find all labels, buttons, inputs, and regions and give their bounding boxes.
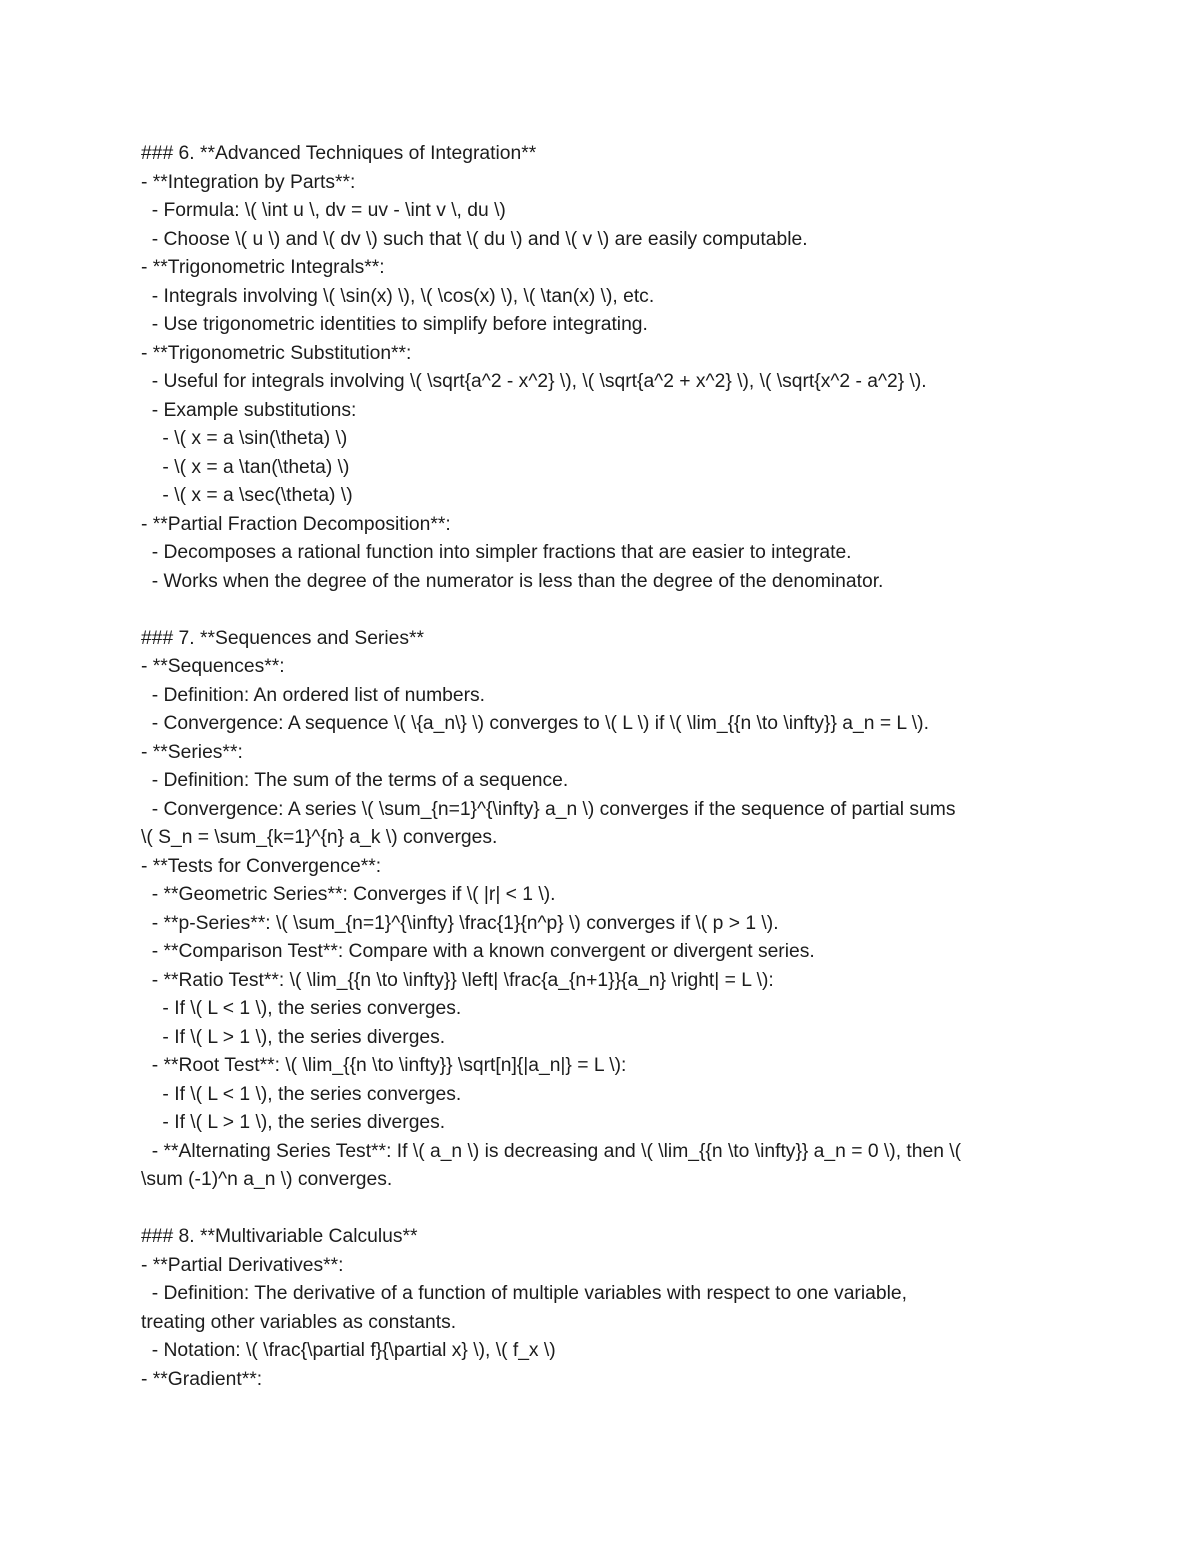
text-line: - **Ratio Test**: \( \lim_{{n \to \infty}} \left| \frac{a_{n+1}}{a_n} \right| = L \): (141, 969, 774, 991)
text-line: - **Sequences**: (141, 656, 285, 677)
text-line: - **Root Test**: \( \lim_{{n \to \infty}} \sqrt[n]{|a_n|} = L \): (141, 1055, 627, 1076)
text-line: - Useful for integrals involving \( \sqrt{a^2 - x^2} \), \( \sqrt{a^2 + x^2} \), \( \sqrt{x^2 - a^2} \). (141, 371, 927, 392)
text-line: - Definition: An ordered list of numbers. (141, 684, 486, 706)
text-line: - Formula: \( \int u \, dv = uv - \int v \, du \) (141, 200, 506, 221)
text-line: - Definition: The derivative of a function of multiple variables with respect to one variable, (141, 1283, 907, 1304)
text-line: - **Integration by Parts**: (141, 171, 356, 193)
text-line: - Decomposes a rational function into simpler fractions that are easier to integrate. (141, 542, 852, 563)
text-line: - \( x = a \tan(\theta) \) (141, 456, 350, 478)
blank-line (141, 1195, 1071, 1224)
text-line: - Works when the degree of the numerator is less than the degree of the denominator. (141, 570, 884, 592)
section-heading: ### 7. **Sequences and Series** (141, 627, 424, 649)
text-line: - **p-Series**: \( \sum_{n=1}^{\infty} \frac{1}{n^p} \) converges if \( p > 1 \). (141, 912, 779, 934)
document-body (141, 140, 1071, 1394)
text-line: - **Tests for Convergence**: (141, 855, 382, 877)
text-line: - **Comparison Test**: Compare with a known convergent or divergent series. (141, 941, 815, 962)
blank-line (141, 596, 1071, 625)
text-line: - \( x = a \sec(\theta) \) (141, 485, 353, 506)
text-line: - Definition: The sum of the terms of a sequence. (141, 770, 569, 791)
text-line: - Notation: \( \frac{\partial f}{\partial x} \), \( f_x \) (141, 1340, 556, 1361)
text-line: \sum (-1)^n a_n \) converges. (141, 1169, 393, 1190)
text-line: - Convergence: A sequence \( \{a_n\} \) converges to \( L \) if \( \lim_{{n \to \infty}} a_n = L \). (141, 713, 929, 734)
text-line: treating other variables as constants. (141, 1311, 457, 1333)
text-line: - If \( L > 1 \), the series diverges. (141, 1112, 446, 1133)
text-line: - Convergence: A series \( \sum_{n=1}^{\infty} a_n \) converges if the sequence of partial sums (141, 798, 956, 820)
text-line: - Integrals involving \( \sin(x) \), \( \cos(x) \), \( \tan(x) \), etc. (141, 285, 655, 307)
text-line: - If \( L > 1 \), the series diverges. (141, 1026, 446, 1048)
text-line: - **Trigonometric Integrals**: (141, 257, 385, 278)
section-heading: ### 8. **Multivariable Calculus** (141, 1226, 418, 1247)
text-line: - Choose \( u \) and \( dv \) such that \( du \) and \( v \) are easily computable. (141, 228, 808, 250)
text-line: - **Trigonometric Substitution**: (141, 342, 412, 364)
text-line: - **Gradient**: (141, 1368, 263, 1390)
text-line: - **Series**: (141, 741, 243, 763)
text-line: - **Geometric Series**: Converges if \( |r| < 1 \). (141, 884, 556, 905)
text-line: - Use trigonometric identities to simplify before integrating. (141, 314, 648, 335)
text-line: - **Alternating Series Test**: If \( a_n \) is decreasing and \( \lim_{{n \to \infty}} a_n = 0 \), then \( (141, 1140, 962, 1162)
text-line: - If \( L < 1 \), the series converges. (141, 998, 462, 1019)
text-line: - If \( L < 1 \), the series converges. (141, 1083, 462, 1105)
section-heading: ### 6. **Advanced Techniques of Integration** (141, 143, 537, 164)
text-line: \( S_n = \sum_{k=1}^{n} a_k \) converges. (141, 827, 498, 848)
text-line: - \( x = a \sin(\theta) \) (141, 428, 348, 449)
text-line: - **Partial Derivatives**: (141, 1254, 344, 1276)
text-line: - **Partial Fraction Decomposition**: (141, 513, 451, 535)
text-line: - Example substitutions: (141, 399, 357, 421)
